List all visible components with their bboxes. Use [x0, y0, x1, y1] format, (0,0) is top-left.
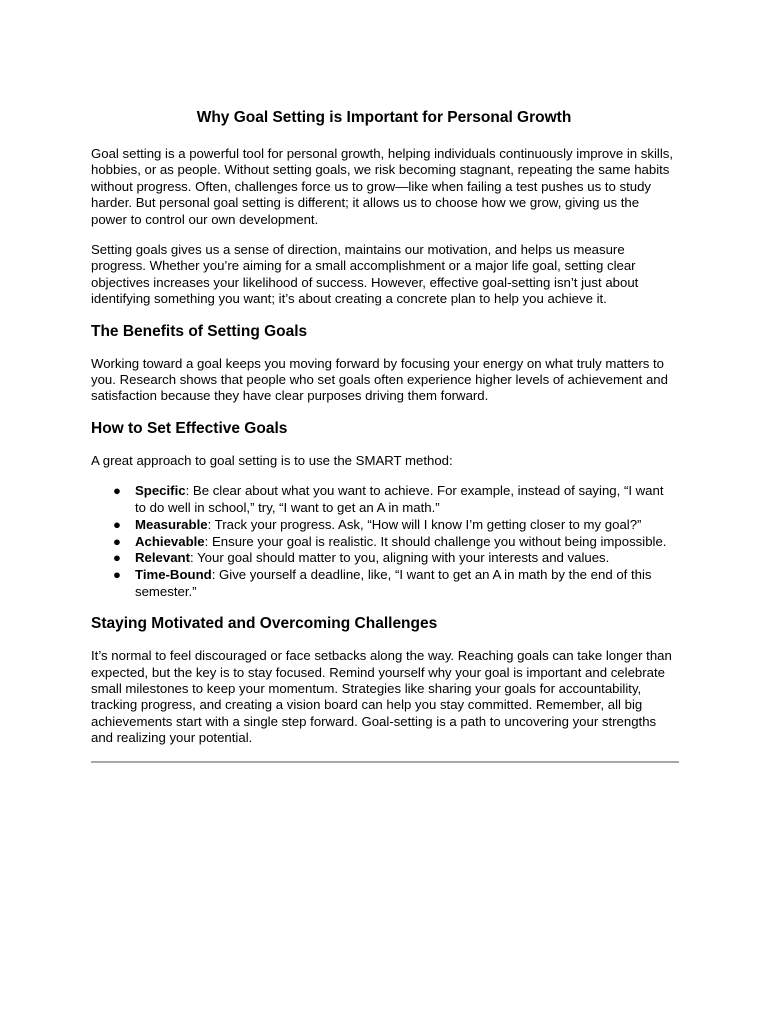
document-title: Why Goal Setting is Important for Personal Growth: [196, 109, 572, 126]
bullet-icon: ●: [113, 533, 121, 549]
motivation-heading: Staying Motivated and Overcoming Challenges: [91, 615, 438, 633]
bullet-icon: ●: [113, 567, 121, 583]
list-item: [113, 567, 677, 600]
list-item-term: Measurable: [135, 516, 208, 532]
horizontal-divider: [91, 761, 679, 763]
intro-paragraph-1: Goal setting is a powerful tool for personal growth, helping individuals continuously improve in skills, hobbies, or as people. Without setting goals, we risk becoming stagnant, repeating the same habits without progress. Often, challenges force us to grow—like when failing a test pushes us to study harder. But personal goal setting is different; it allows us to choose how we grow, giving us the power to control our own development.: [91, 146, 674, 227]
list-item: [113, 483, 677, 516]
bullet-icon: ●: [113, 516, 121, 532]
list-item-text: : Ensure your goal is realistic. It should challenge you without being impossible.: [204, 533, 667, 549]
list-item-text: : Your goal should matter to you, aligning with your interests and values.: [189, 550, 610, 566]
list-item-text: : Give yourself a deadline, like, “I want to get an A in math by the end of this semester.”: [135, 567, 652, 599]
list-item: [113, 550, 677, 566]
benefits-paragraph: Working toward a goal keeps you moving forward by focusing your energy on what truly matters to you. Research shows that people who set goals often experience higher levels of achievement and satisfaction because they have clear purposes driving them forward.: [91, 355, 668, 404]
document-page: [91, 108, 677, 763]
list-item: [113, 533, 677, 550]
benefits-heading: The Benefits of Setting Goals: [91, 322, 308, 340]
list-item-term: Time-Bound: [135, 567, 212, 583]
how-to-heading: How to Set Effective Goals: [91, 419, 288, 437]
list-item-term: Specific: [135, 483, 186, 499]
motivation-paragraph: It’s normal to feel discouraged or face setbacks along the way. Reaching goals can take longer than expected, but the key is to stay focused. Remind yourself why your goal is important and celebrate small milestones to keep your momentum. Strategies like sharing your goals for accountability, tracking progress, and creating a vision board can help you stay committed. Remember, all big achievements start with a single step forward. Goal-setting is a path to uncovering your strengths and realizing your potential.: [91, 648, 672, 746]
bullet-icon: ●: [113, 483, 121, 499]
list-item-text: : Be clear about what you want to achieve. For example, instead of saying, “I want to do well in school,” try, “I want to get an A in math.”: [135, 483, 664, 515]
list-item-term: Relevant: [135, 550, 190, 566]
list-item-term: Achievable: [135, 533, 205, 549]
list-item-text: : Track your progress. Ask, “How will I know I’m getting closer to my goal?”: [207, 516, 642, 532]
intro-paragraph-2: Setting goals gives us a sense of direction, maintains our motivation, and helps us measure progress. Whether you’re aiming for a small accomplishment or a major life goal, setting clear objectives increases your likelihood of success. However, effective goal-setting isn’t just about identifying something you want; it’s about creating a concrete plan to help you achieve it.: [91, 242, 639, 307]
smart-list: [91, 483, 677, 600]
list-item: [113, 516, 677, 533]
how-to-intro: A great approach to goal setting is to use the SMART method:: [91, 452, 453, 468]
bullet-icon: ●: [113, 550, 121, 566]
